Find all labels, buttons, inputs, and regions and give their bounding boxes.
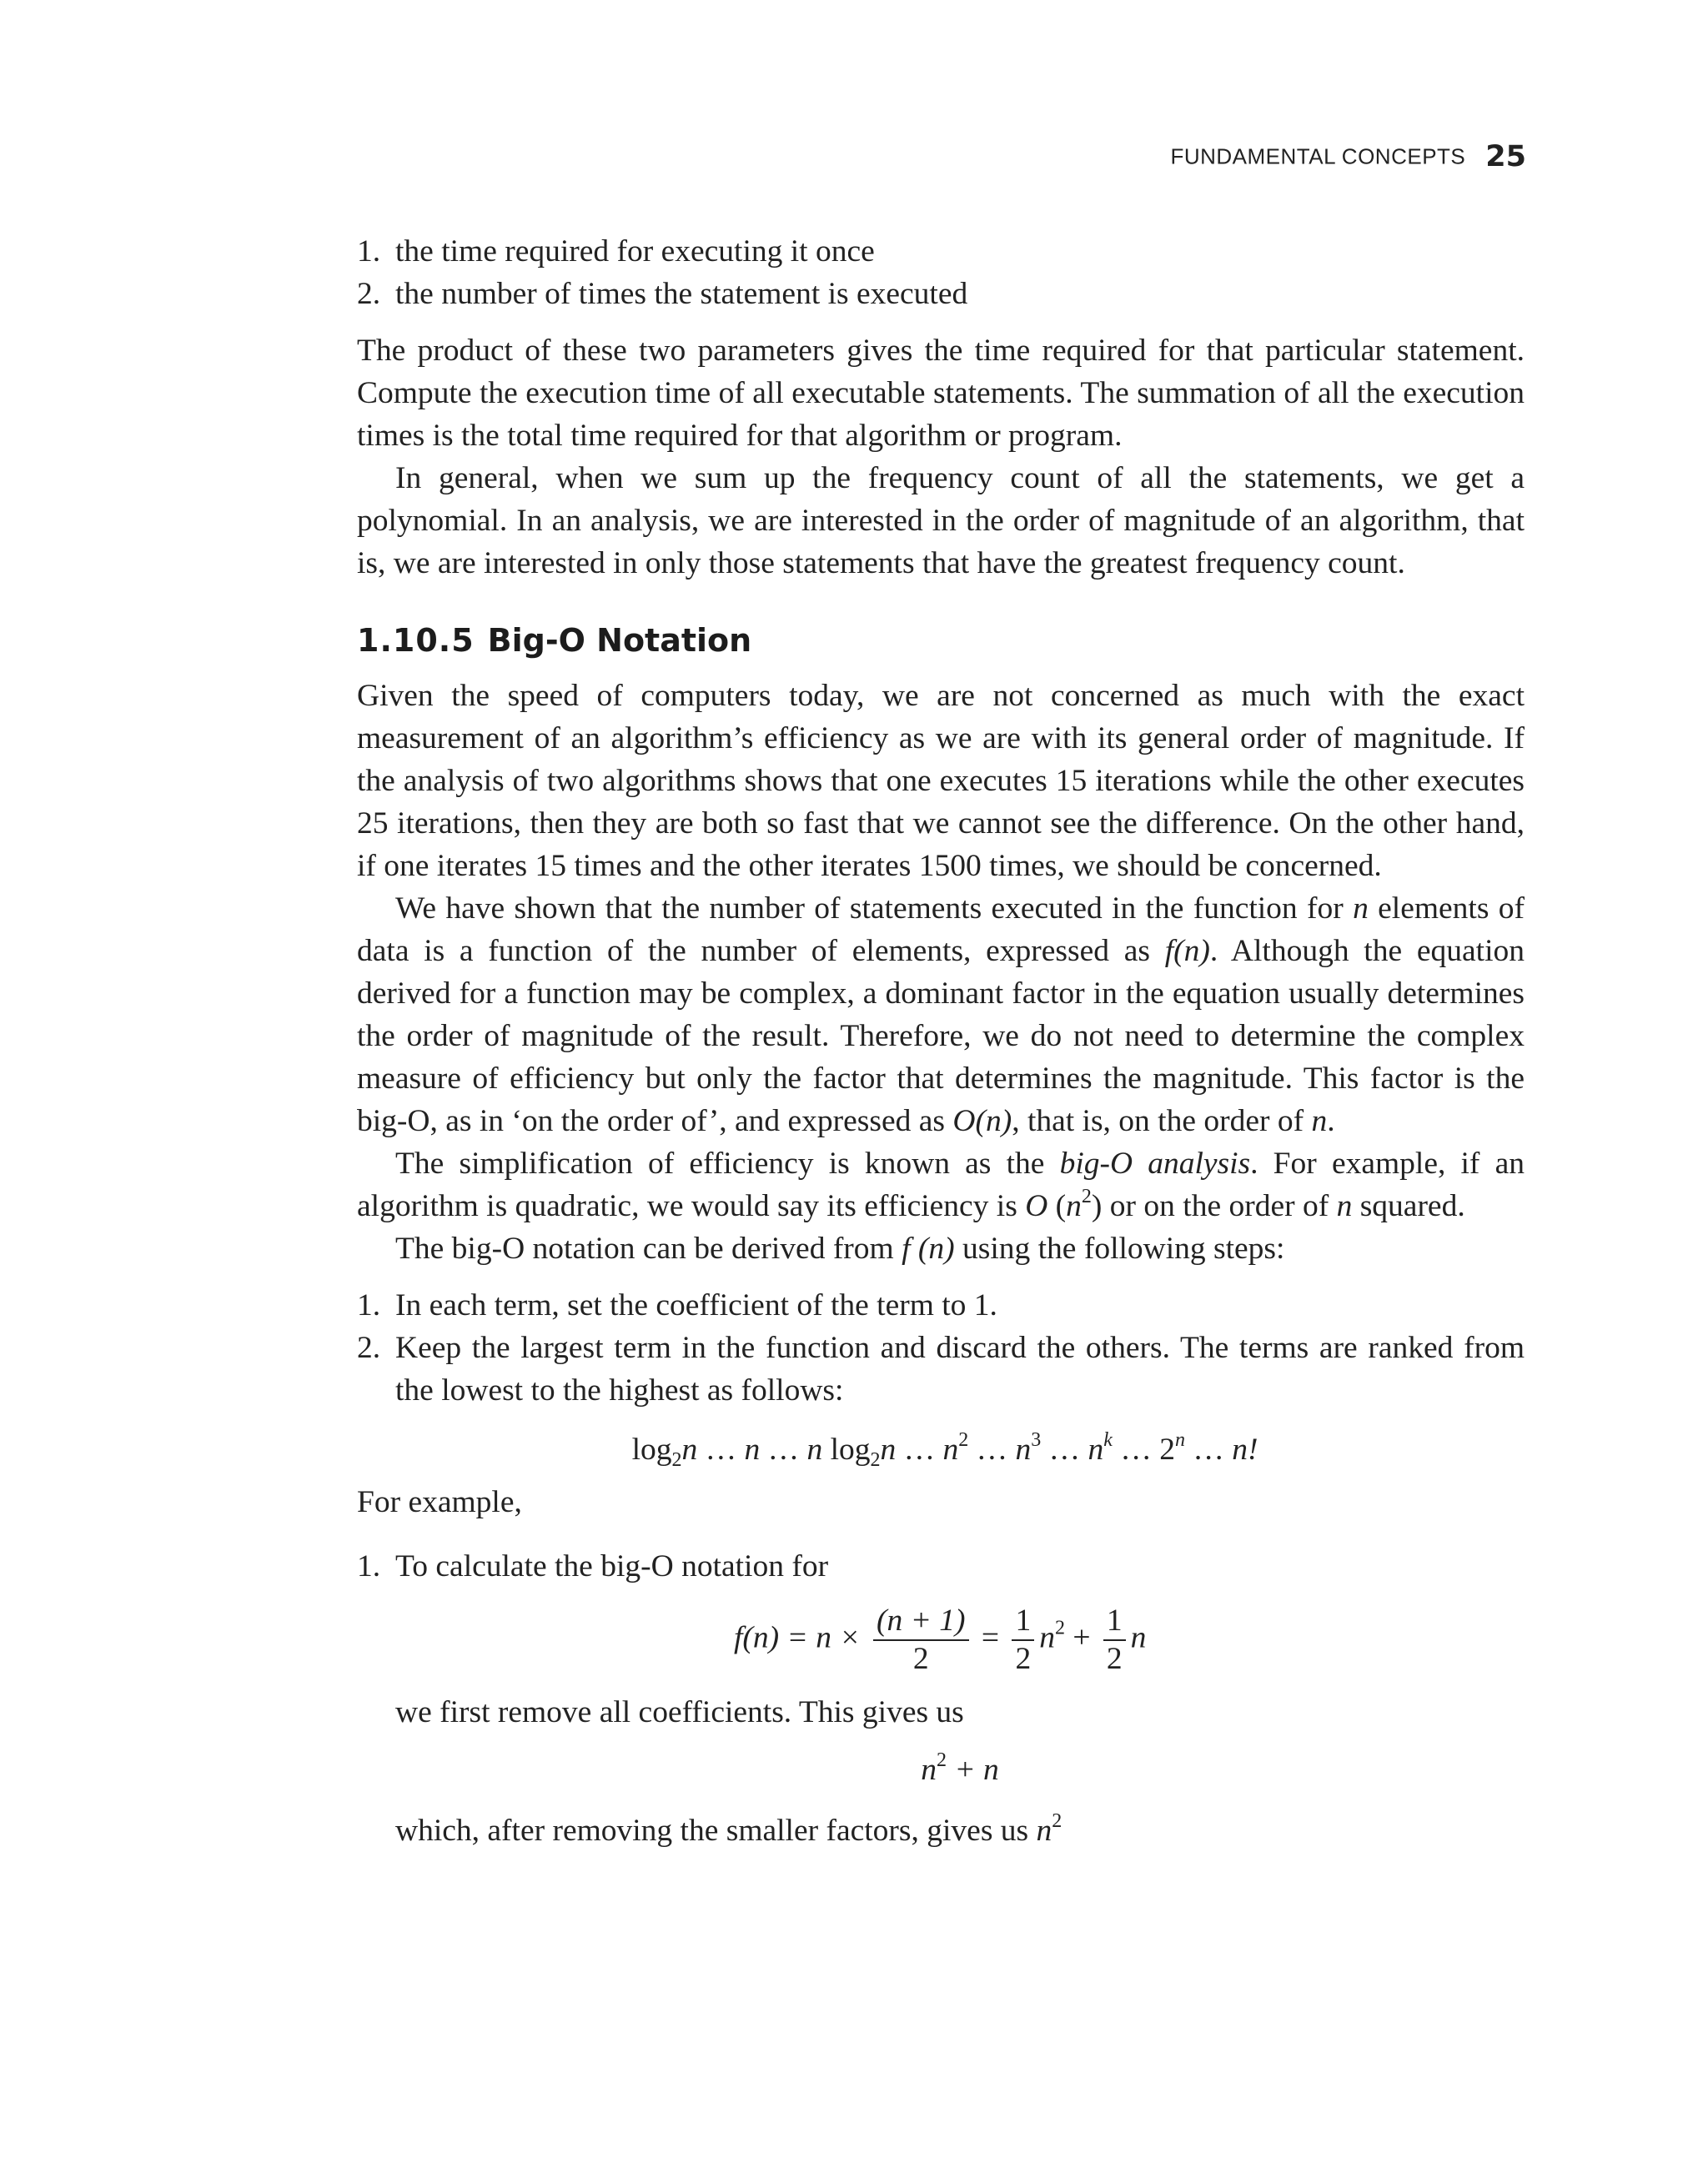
plus-sign: + — [1073, 1620, 1091, 1655]
paragraph — [357, 1227, 1525, 1270]
paragraph — [357, 887, 1525, 1142]
list-number: 2. — [357, 1331, 381, 1365]
list-number: 1. — [357, 234, 381, 268]
math-var: n — [1066, 1189, 1082, 1223]
exponent: 2 — [1052, 1810, 1062, 1832]
math-const: 2 — [1159, 1433, 1175, 1467]
list-item — [357, 1327, 1525, 1412]
list-number: 1. — [357, 1288, 381, 1322]
ellipsis: … — [1048, 1433, 1081, 1467]
section-title: Big-O Notation — [487, 622, 752, 659]
list-text: In each term, set the coefficient of the term to 1. — [395, 1288, 997, 1322]
text-run: The big-O notation can be derived from — [395, 1232, 902, 1266]
list-item — [357, 230, 1525, 273]
math-var: O — [1025, 1189, 1048, 1223]
paragraph: For example, — [357, 1485, 522, 1519]
text-run: squared. — [1352, 1189, 1465, 1223]
math-func: log — [631, 1433, 672, 1467]
exponent: k — [1103, 1429, 1113, 1451]
text-run: . For example, if an algorithm is quadratic, we would say its efficiency is — [357, 1147, 1525, 1223]
math-expr: + n — [946, 1753, 999, 1787]
text-run: ) or on the order of — [1091, 1189, 1337, 1223]
list-text: Keep the largest term in the function and discard the others. The terms are ranked from the lowest to the highest as follows: — [395, 1331, 1525, 1408]
paragraph: The product of these two parameters gives the time required for that particular statement. Compute the execution time of all executable statements. The summation of all the execution times is the total time required for that algorithm or program. — [357, 334, 1525, 453]
text-run: . Although the equation derived for a function may be complex, a dominant factor in the equation usually determines the order of magnitude of the result. Therefore, we do not need to determine the complex measure of efficiency but only the factor that determines the magnitude. This factor is the big-O, as in ‘on the order of’, and expressed as — [357, 934, 1525, 1138]
math-var: n — [1311, 1104, 1328, 1138]
paragraph: we first remove all coefficients. This gives us — [395, 1695, 964, 1729]
paragraph: In general, when we sum up the frequency count of all the statements, we get a polynomial. In an analysis, we are interested in the order of magnitude of an algorithm, that is, we are interested in only those statements that have the greatest frequency count. — [357, 461, 1525, 580]
text-run: elements of data is a function of the number of elements, expressed as — [357, 891, 1525, 968]
subscript: 2 — [671, 1449, 682, 1471]
math-expr: f (n) — [902, 1232, 955, 1266]
exponent: 2 — [1054, 1617, 1065, 1639]
math-var: n — [744, 1433, 761, 1467]
fraction — [1012, 1603, 1034, 1678]
ellipsis: … — [705, 1433, 737, 1467]
list-text: the time required for executing it once — [395, 234, 875, 268]
math-var: n — [880, 1433, 897, 1467]
paragraph — [357, 1809, 1525, 1852]
exponent: 2 — [936, 1749, 947, 1771]
example-list — [357, 1545, 1525, 1588]
list-item — [357, 1284, 1525, 1327]
denominator: 2 — [912, 1642, 929, 1676]
paragraph — [357, 1142, 1525, 1227]
math-var: n — [1353, 891, 1369, 926]
math-var: n — [1088, 1433, 1104, 1467]
function-equation — [357, 1603, 1525, 1678]
math-expr: f(n) — [1164, 934, 1210, 968]
math-var: n — [681, 1433, 698, 1467]
running-header — [917, 140, 1526, 173]
running-title: FUNDAMENTAL CONCEPTS — [1170, 143, 1466, 169]
math-expr: n! — [1232, 1433, 1258, 1467]
math-var: n — [942, 1433, 959, 1467]
denominator: 2 — [1106, 1642, 1123, 1676]
ranking-equation: $\log_2n$ … n … n $\log_2n$ … $n^2$ … $n^3$ … $n^k$ … 2$^n$ … n! — [631, 1429, 1258, 1471]
denominator: 2 — [1015, 1642, 1032, 1676]
math-var: n — [1039, 1620, 1055, 1655]
list-text: the number of times the statement is executed — [395, 277, 968, 311]
math-var: n — [1015, 1433, 1032, 1467]
text-run: . — [1327, 1104, 1335, 1138]
numerator: 1 — [1012, 1603, 1034, 1641]
ellipsis: … — [1193, 1433, 1224, 1467]
exponent: n — [1174, 1429, 1185, 1451]
intro-list — [357, 230, 1525, 315]
equals-sign: = — [981, 1620, 1000, 1655]
list-number: 2. — [357, 277, 381, 311]
exponent: 3 — [1031, 1429, 1042, 1451]
list-item — [357, 1545, 1525, 1588]
exponent: 2 — [958, 1429, 969, 1451]
list-text: To calculate the big-O notation for — [395, 1549, 829, 1583]
numerator: (n + 1) — [873, 1603, 969, 1641]
text-run: using the following steps: — [954, 1232, 1285, 1266]
section-heading — [357, 620, 1525, 661]
ellipsis: … — [767, 1433, 800, 1467]
math-var: n — [1336, 1189, 1353, 1223]
ellipsis: … — [1120, 1433, 1152, 1467]
page-number: 25 — [1485, 140, 1526, 173]
text-run: which, after removing the smaller factors, gives us — [395, 1814, 1037, 1848]
main-content — [357, 230, 1525, 1852]
result-equation — [357, 1749, 1525, 1791]
math-expr: f(n) = n × — [734, 1620, 861, 1655]
math-var: n — [1036, 1814, 1052, 1848]
fraction — [873, 1603, 969, 1678]
math-var: n — [1130, 1620, 1147, 1655]
math-var: n — [921, 1753, 937, 1787]
text-run: We have shown that the number of statements executed in the function for — [395, 891, 1354, 926]
exponent: 2 — [1081, 1186, 1092, 1207]
subscript: 2 — [870, 1449, 881, 1471]
text-run: , that is, on the order of — [1012, 1104, 1312, 1138]
paragraph: Given the speed of computers today, we are not concerned as much with the exact measurement of an algorithm’s efficiency as we are with its general order of magnitude. If the analysis of two algorithms shows that one executes 15 iterations while the other executes 25 iterations, then they are both so fast that we cannot see the difference. On the other hand, if one iterates 15 times and the other iterates 1500 times, we should be concerned. — [357, 679, 1525, 883]
text-run: ( — [1047, 1189, 1067, 1223]
math-var: O — [952, 1104, 976, 1138]
list-number: 1. — [357, 1549, 381, 1583]
math-expr: (n) — [975, 1104, 1012, 1138]
numerator: 1 — [1103, 1603, 1126, 1641]
text-run: The simplification of efficiency is known as the — [395, 1147, 1060, 1181]
ellipsis: … — [976, 1433, 1008, 1467]
ellipsis: … — [903, 1433, 936, 1467]
emphasized-term: big-O analysis — [1059, 1147, 1251, 1181]
fraction — [1103, 1603, 1126, 1678]
section-number: 1.10.5 — [357, 622, 475, 659]
list-item — [357, 273, 1525, 315]
steps-list — [357, 1284, 1525, 1412]
